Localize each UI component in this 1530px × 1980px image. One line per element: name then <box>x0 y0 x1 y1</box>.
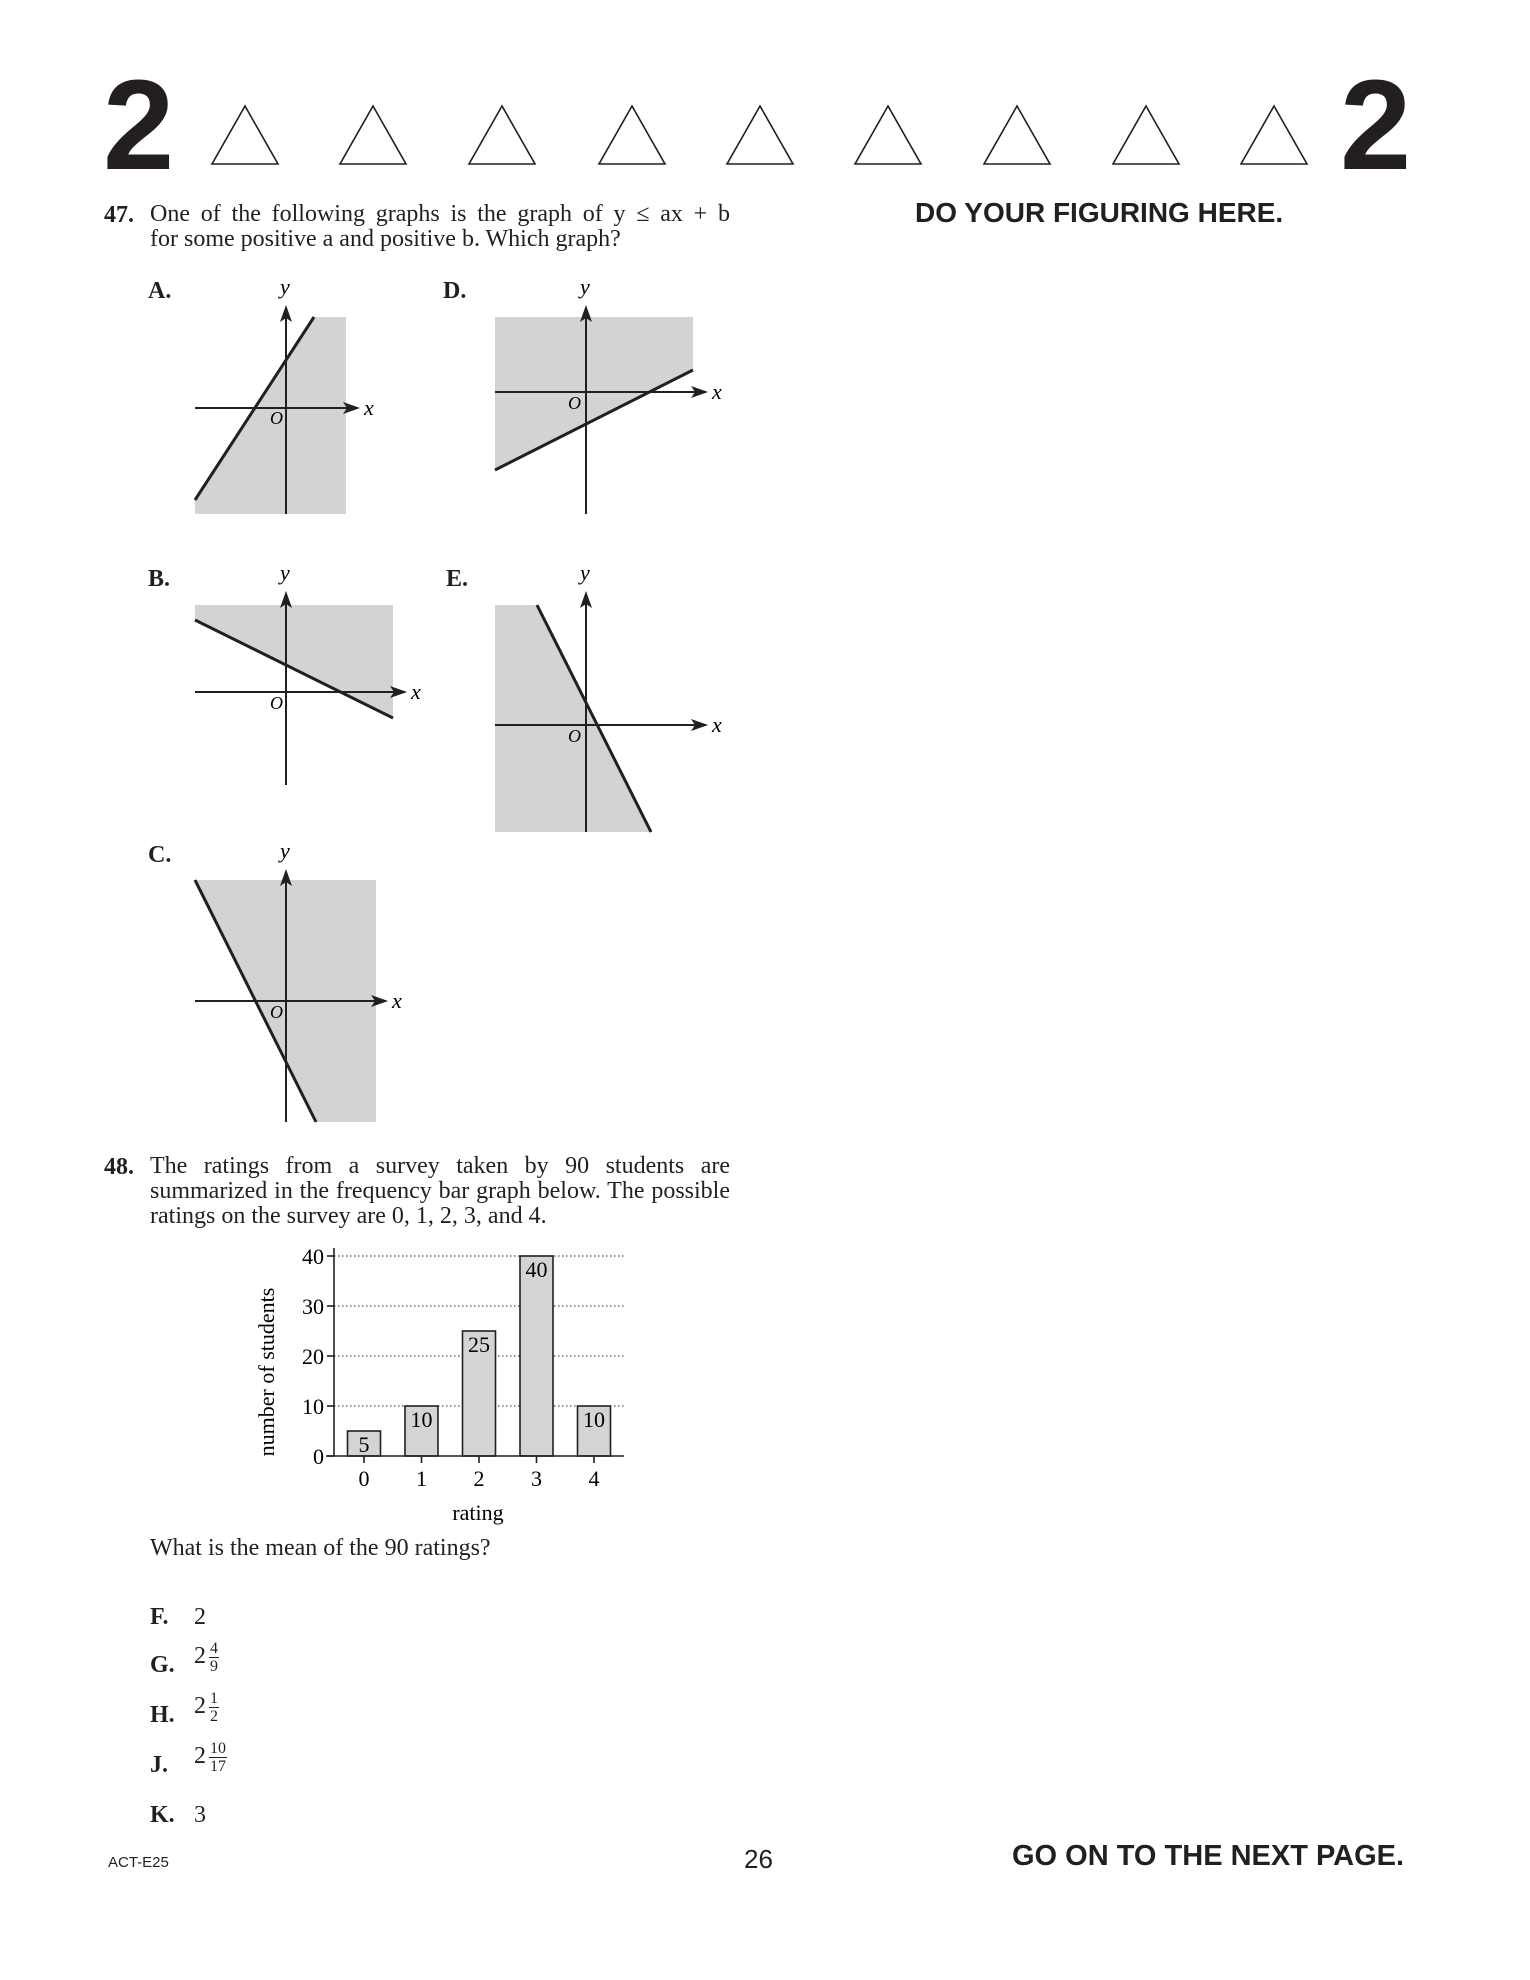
chart-x-tick-label: 4 <box>588 1466 600 1491</box>
q48-option-f-letter[interactable]: F. <box>150 1604 169 1630</box>
graph-d-origin-label: O <box>568 393 581 413</box>
chart-x-tick-label: 2 <box>473 1466 485 1491</box>
graph-b-shaded-region <box>195 605 393 718</box>
chart-bar-data-label: 10 <box>410 1407 433 1432</box>
triangle-divider-mark <box>855 106 921 164</box>
chart-y-tick-label: 10 <box>302 1394 324 1419</box>
graph-a-y-label: y <box>280 274 290 299</box>
triangle-divider-mark <box>1241 106 1307 164</box>
graph-e-origin-label: O <box>568 726 581 746</box>
q48-option-k-letter[interactable]: K. <box>150 1802 175 1828</box>
fraction-denominator: 17 <box>210 1758 226 1775</box>
fraction-numerator: 10 <box>210 1740 226 1757</box>
triangle-divider-mark <box>340 106 406 164</box>
graph-e <box>490 560 740 840</box>
fraction-numerator: 1 <box>210 1690 218 1707</box>
fraction-numerator: 4 <box>210 1640 218 1657</box>
graph-a-origin-label: O <box>270 408 283 428</box>
option-fraction <box>209 1640 219 1675</box>
page-number: 26 <box>744 1844 773 1874</box>
graph-d-x-label: x <box>712 379 722 404</box>
q47-option-d-letter[interactable]: D. <box>443 278 467 304</box>
q48-text: The ratings from a survey taken by 90 students are summarized in the frequency bar graph below. The possible ratings on the survey are 0, 1, 2, 3, and 4. <box>150 1153 730 1229</box>
chart-y-tick-label: 20 <box>302 1344 324 1369</box>
option-whole-number: 2 <box>194 1643 206 1670</box>
option-fraction <box>209 1690 219 1725</box>
triangle-divider-mark <box>599 106 665 164</box>
q48-option-j-letter[interactable]: J. <box>150 1752 168 1778</box>
chart-y-tick-label: 30 <box>302 1294 324 1319</box>
graph-b-y-label: y <box>280 560 290 585</box>
section-number-right: 2 <box>1340 54 1412 197</box>
chart-y-axis-label: number of students <box>254 1287 279 1457</box>
chart-x-tick-label: 3 <box>531 1466 542 1491</box>
q48-option-g-value[interactable] <box>194 1640 219 1675</box>
q47-option-e-letter[interactable]: E. <box>446 566 469 592</box>
chart-y-tick-label: 40 <box>302 1244 324 1269</box>
graph-d-y-label: y <box>580 274 590 299</box>
option-whole-number: 2 <box>194 1693 206 1720</box>
graph-b-origin-label: O <box>270 693 283 713</box>
q47-text-line2: for some positive a and positive b. Which graph? <box>150 226 621 252</box>
triangle-divider-mark <box>469 106 535 164</box>
q47-option-c-letter[interactable]: C. <box>148 842 172 868</box>
triangle-divider-mark <box>984 106 1050 164</box>
graph-c-origin-label: O <box>270 1002 283 1022</box>
chart-bar-data-label: 40 <box>525 1257 548 1282</box>
q48-option-f-value[interactable] <box>194 1604 206 1631</box>
form-code: ACT-E25 <box>108 1854 169 1871</box>
chart-y-tick-label: 0 <box>313 1444 324 1469</box>
q47-number: 47. <box>104 202 134 228</box>
fraction-denominator: 9 <box>210 1658 218 1675</box>
rating-bar-chart <box>248 1240 648 1530</box>
q47-option-a-letter[interactable]: A. <box>148 278 172 304</box>
chart-x-axis-label: rating <box>452 1500 504 1525</box>
q47-text-line1: One of the following graphs is the graph of y ≤ ax + b <box>150 201 730 227</box>
graph-d <box>490 272 740 522</box>
chart-x-tick-label: 0 <box>358 1466 370 1491</box>
option-whole-number: 3 <box>194 1802 206 1828</box>
fraction-denominator: 2 <box>210 1708 218 1725</box>
graph-b <box>190 560 430 800</box>
section-number-left: 2 <box>103 54 175 197</box>
graph-d-shaded-region <box>495 317 693 470</box>
graph-a <box>190 272 390 522</box>
graph-c-x-label: x <box>392 988 402 1013</box>
option-whole-number: 2 <box>194 1743 206 1770</box>
chart-x-tick-label: 1 <box>416 1466 427 1491</box>
chart-bar-data-label: 5 <box>358 1432 370 1457</box>
next-page-label: GO ON TO THE NEXT PAGE. <box>1012 1840 1405 1872</box>
q47-text <box>150 202 738 252</box>
q48-question: What is the mean of the 90 ratings? <box>150 1535 491 1561</box>
graph-b-x-label: x <box>411 679 421 704</box>
chart-bar <box>520 1256 553 1456</box>
q47-option-b-letter[interactable]: B. <box>148 566 171 592</box>
graph-e-x-label: x <box>712 712 722 737</box>
graph-c-y-label: y <box>280 838 290 863</box>
option-fraction <box>209 1740 227 1775</box>
q48-number: 48. <box>104 1154 134 1180</box>
figuring-label: DO YOUR FIGURING HERE. <box>915 197 1284 228</box>
triangle-divider-mark <box>727 106 793 164</box>
q48-option-h-letter[interactable]: H. <box>150 1702 175 1728</box>
triangle-divider-mark <box>212 106 278 164</box>
triangle-divider-mark <box>1113 106 1179 164</box>
q48-option-h-value[interactable] <box>194 1690 219 1725</box>
option-whole-number: 2 <box>194 1604 206 1630</box>
q48-option-g-letter[interactable]: G. <box>150 1652 175 1678</box>
triangle-divider <box>0 100 1530 170</box>
graph-a-x-label: x <box>364 395 374 420</box>
q48-option-k-value[interactable] <box>194 1802 206 1829</box>
q48-option-j-value[interactable] <box>194 1740 227 1775</box>
chart-bar-data-label: 25 <box>468 1332 490 1357</box>
graph-c <box>190 838 430 1128</box>
graph-e-y-label: y <box>580 560 590 585</box>
graph-e-shaded-region <box>495 605 651 832</box>
chart-bar-data-label: 10 <box>583 1407 605 1432</box>
